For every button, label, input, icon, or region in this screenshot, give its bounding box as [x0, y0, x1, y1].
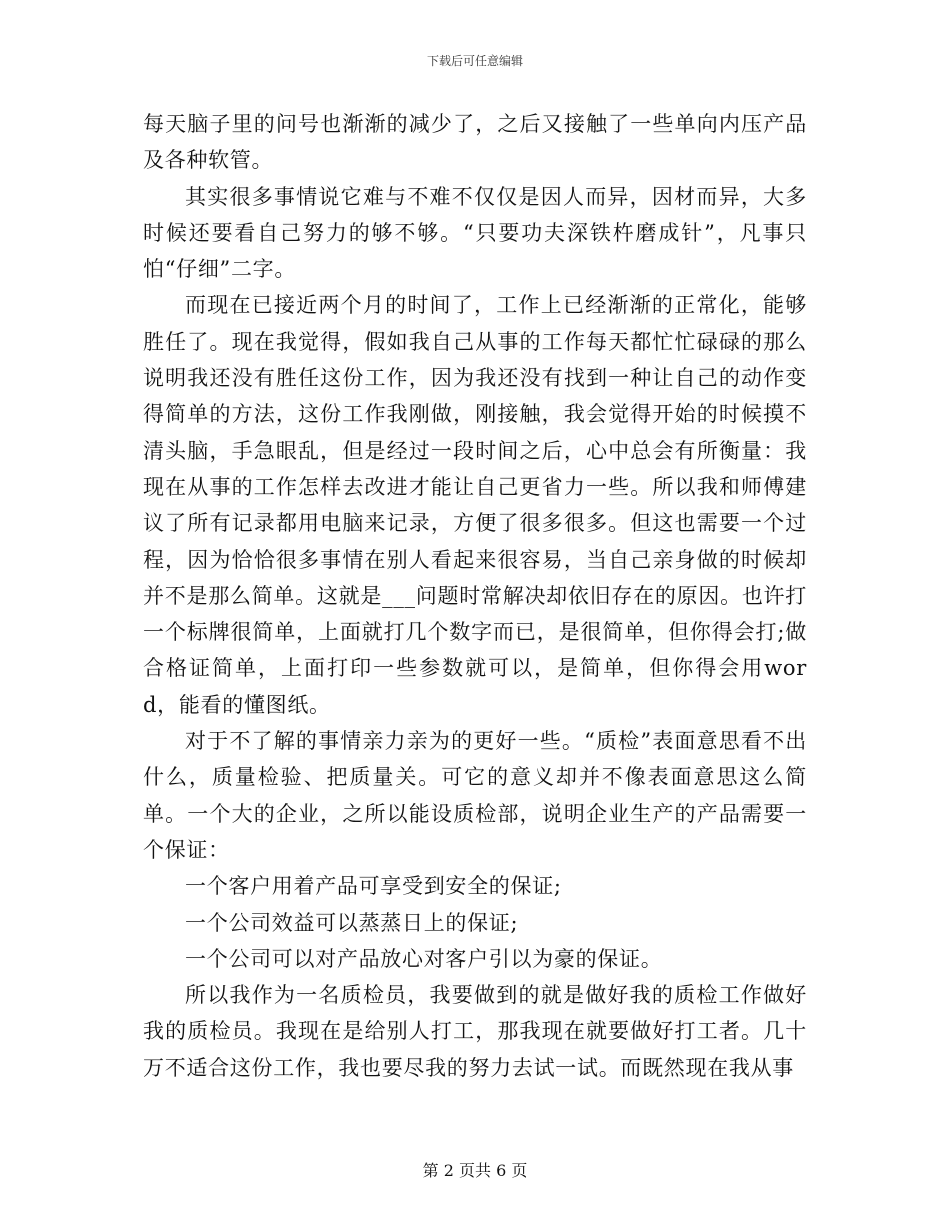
paragraph-4: 对于不了解的事情亲力亲为的更好一些。“质检”表面意思看不出什么，质量检验、把质量关。可它的意义却并不像表面意思这么简单。一个大的企业，之所以能设质检部，说明企业生产的产品需要一个保证： — [143, 729, 807, 862]
page-header: 下载后可任意编辑 — [426, 54, 523, 68]
paragraph-3: 而现在已接近两个月的时间了，工作上已经渐渐的正常化，能够胜任了。现在我觉得，假如我自己从事的工作每天都忙忙碌碌的那么说明我还没有胜任这份工作，因为我还没有找到一种让自己的动作变得简单的方法，这份工作我刚做，刚接触，我会觉得开始的时候摸不清头脑，手急眼乱，但是经过一段时间之后，心中总会有所衡量：我现在从事的工作怎样去改进才能让自己更省力一些。所以我和师傅建议了所有记录都用电脑来记录，方便了很多很多。但这也需要一个过程，因为恰恰很多事情在别人看起来很容易，当自己亲身做的时候却并不是那么简单。这就是___问题时常解决却依旧存在的原因。也许打一个标牌很简单，上面就打几个数字而已，是很简单，但你得会打;做合格证简单，上面打印一些参数就可以，是简单，但你得会用word，能看的懂图纸。 — [143, 293, 807, 717]
paragraph-5: 一个客户用着产品可享受到安全的保证; — [185, 874, 562, 899]
paragraph-6: 一个公司效益可以蒸蒸日上的保证; — [185, 910, 519, 935]
page-footer: 第 2 页共 6 页 — [422, 1161, 528, 1180]
document-body — [143, 106, 807, 1086]
paragraph-2: 其实很多事情说它难与不难不仅仅是因人而异，因材而异，大多时候还要看自己努力的够不够。“只要功夫深铁杵磨成针”，凡事只怕“仔细”二字。 — [143, 184, 807, 282]
paragraph-1: 每天脑子里的问号也渐渐的减少了，之后又接触了一些单向内压产品及各种软管。 — [143, 112, 807, 173]
paragraph-8: 所以我作为一名质检员，我要做到的就是做好我的质检工作做好我的质检员。我现在是给别人打工，那我现在就要做好打工者。几十万不适合这份工作，我也要尽我的努力去试一试。而既然现在我从事 — [143, 983, 807, 1080]
paragraph-7: 一个公司可以对产品放心对客户引以为豪的保证。 — [185, 946, 663, 971]
